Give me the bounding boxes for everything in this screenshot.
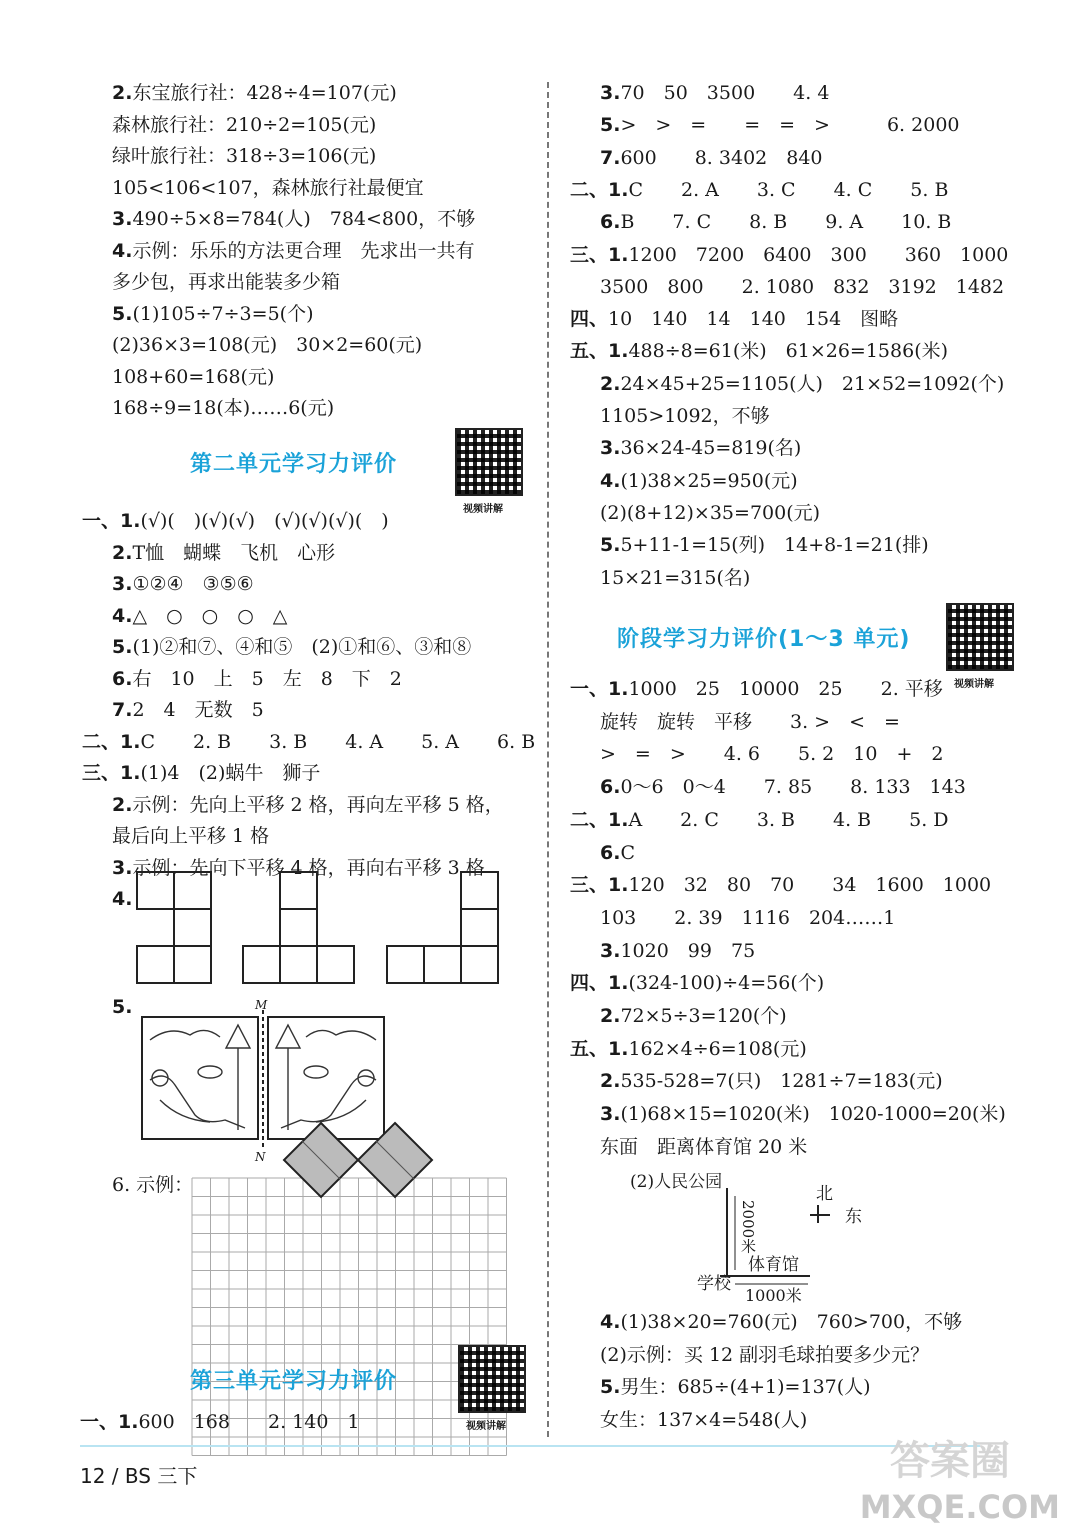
mirror-n-label: N (255, 1150, 266, 1164)
answer-number: 一、1. (570, 678, 629, 700)
answer-line (600, 710, 900, 734)
answer-text: ①②④ ③⑤⑥ (132, 573, 254, 595)
answer-text: 右 10 上 5 左 8 下 2 (132, 667, 402, 690)
answer-text: △ ○ ○ ○ △ (132, 604, 288, 627)
answer-text: 0～6 0～4 7. 85 8. 133 143 (620, 776, 966, 799)
answer-number: 5. (600, 534, 621, 557)
answer-line (600, 1408, 807, 1432)
answer-text: 女生：137×4=548(人) (600, 1409, 808, 1432)
answer-line (600, 841, 635, 865)
answer-number: 4. (600, 1311, 621, 1333)
answer-text: 490÷5×8=784(人) 784<800，不够 (132, 208, 476, 230)
answer-line (600, 1375, 871, 1399)
answer-line (600, 566, 750, 590)
qr-caption: 视频讲解 (954, 679, 994, 690)
answer-line (600, 210, 951, 234)
map-vertical-distance: 2000米 (739, 1200, 757, 1254)
answer-text: 1200 7200 6400 300 360 1000 (628, 243, 1009, 266)
answer-number: 2. (600, 1070, 621, 1093)
qr-caption: 视频讲解 (463, 504, 503, 515)
answer-text: (1)②和⑦、④和⑤ (2)①和⑥、③和⑧ (132, 636, 472, 658)
answer-line (600, 1069, 943, 1093)
answer-line (570, 307, 898, 331)
answer-number: 6. (600, 211, 621, 234)
answer-line (570, 971, 824, 995)
column-divider (547, 82, 549, 1437)
answer-line (600, 775, 966, 799)
answer-text: 示例：先向下平移 4 格，再向右平移 3 格 (132, 856, 485, 879)
answer-text: 72×5÷3=120(个) (620, 1005, 787, 1027)
answer-line (600, 146, 823, 170)
answer-line (600, 81, 829, 105)
answer-line (600, 404, 770, 428)
answer-line (570, 1037, 807, 1061)
qr-caption: 视频讲解 (466, 1421, 506, 1432)
answer-number: 一、1. (82, 510, 141, 532)
answer-text: 535-528=7(只) 1281÷7=183(元) (620, 1070, 943, 1093)
answer-number: 7. (112, 699, 133, 721)
answer-line (570, 677, 943, 701)
answer-text: T恤 蝴蝶 飞机 心形 (132, 541, 336, 564)
answer-number: 2. (600, 372, 621, 395)
answer-line (600, 906, 895, 930)
answer-number: 2. (112, 793, 133, 816)
answer-line (600, 275, 1004, 299)
answer-text: B 7. C 8. B 9. A 10. B (620, 211, 952, 234)
answer-number: 4. (600, 469, 621, 492)
answer-line (600, 469, 798, 493)
answer-number: 四、 (570, 308, 609, 331)
answer-text: 1000 25 10000 25 2. 平移 (628, 678, 943, 700)
answer-number: 3. (112, 208, 133, 230)
answer-number: 四、1. (570, 972, 629, 995)
answer-number: 3. (600, 437, 621, 460)
answer-text: C 2. A 3. C 4. C 5. B (628, 178, 949, 201)
answer-text: (1)4 (2)蜗牛 狮子 (140, 762, 321, 784)
answer-text: > > = = = > 6. 2000 (620, 114, 960, 137)
answer-text: 旋转 旋转 平移 3. > < = (600, 710, 900, 733)
qr-code-icon (458, 1345, 526, 1413)
answer-text: 绿叶旅行社：318÷3=106(元) (112, 145, 377, 167)
answer-text: (√)( )(√)(√) (√)(√)(√)( ) (140, 510, 389, 532)
answer-text: 24×45+25=1105(人) 21×52=1092(个) (620, 372, 1005, 395)
answer-text: (1)105÷7÷3=5(个) (132, 302, 314, 325)
answer-number: 三、1. (570, 243, 629, 266)
answer-number: 二、1. (82, 730, 141, 753)
answer-number: 4. (112, 239, 133, 262)
footer-rule (80, 1445, 980, 1447)
answer-text: (1)68×15=1020(米) 1020-1000=20(米) (620, 1103, 1006, 1126)
answer-number: 五、1. (570, 1037, 629, 1060)
answer-line (600, 1343, 929, 1367)
answer-number: 7. (600, 146, 621, 169)
answer-text: 多少包，再求出能装多少箱 (112, 271, 341, 293)
shape-3 (387, 872, 498, 983)
answer-number: 3. (600, 939, 621, 962)
answer-text: 108+60=168(元) (112, 365, 275, 388)
answer-text: 示例：先向上平移 2 格，再向左平移 5 格， (132, 793, 504, 816)
answer-line (600, 533, 929, 557)
answer-number: 4. (112, 888, 133, 910)
answer-text: 70 50 3500 4. 4 (620, 82, 830, 104)
map-horizontal-distance: 1000米 (745, 1286, 802, 1305)
map-east: 东 (845, 1207, 862, 1227)
answer-text: 120 32 80 70 34 1600 1000 (628, 874, 992, 897)
answer-number: 3. (112, 573, 133, 595)
answer-text: A 2. C 3. B 4. B 5. D (628, 808, 949, 831)
answer-text: 东面 距离体育馆 20 米 (600, 1135, 808, 1158)
answer-text: 103 2. 39 1116 204……1 (600, 906, 896, 929)
answer-number: 三、1. (570, 874, 629, 897)
answer-number: 3. (600, 82, 621, 104)
answer-text: 36×24-45=819(名) (620, 437, 802, 460)
answer-text: 森林旅行社：210÷2=105(元) (112, 113, 377, 136)
answer-line (600, 1102, 1006, 1126)
answer-line (600, 939, 755, 963)
unit3-answer-line: 一、1.600 168 2. 140 1 (80, 1411, 360, 1433)
answer-text: > = > 4. 6 5. 2 10 + 2 (600, 743, 944, 766)
answer-number: 6. (600, 841, 621, 864)
answer-number: 二、1. (570, 808, 629, 831)
answer-text: 最后向上平移 1 格 (112, 825, 270, 847)
map-school: 学校 (697, 1274, 731, 1294)
watermark: MXQE.COM (859, 1488, 1060, 1526)
answer-text: (2)36×3=108(元) 30×2=60(元) (112, 334, 423, 356)
answer-number: 五、1. (570, 340, 629, 363)
answer-text: 10 140 14 140 154 图略 (608, 308, 899, 331)
map-question-label: (2)人民公园 (630, 1172, 723, 1192)
answer-line (600, 501, 820, 525)
answer-line (570, 873, 991, 897)
answer-line (570, 808, 949, 832)
answer-text: 东宝旅行社：428÷4=107(元) (132, 82, 397, 104)
q5-label: 5. (112, 996, 133, 1018)
answer-text: 1105>1092，不够 (600, 405, 770, 427)
answer-text: (2)示例：买 12 副羽毛球拍要多少元？ (600, 1343, 930, 1366)
answer-text: (1)38×25=950(元) (620, 469, 798, 492)
answer-text: C 2. B 3. B 4. A 5. A 6. B (140, 730, 536, 753)
shape-2 (243, 872, 354, 983)
q6-label: 6. 示例： (112, 1174, 194, 1196)
answer-text: 5+11-1=15(列) 14+8-1=21(排) (620, 534, 929, 557)
stage-title: 阶段学习力评价(1～3 单元) (617, 627, 911, 652)
shape-1 (137, 872, 211, 983)
answer-number: 三、1. (82, 762, 141, 784)
answer-text: (1)38×20=760(元) 760>700，不够 (620, 1311, 963, 1333)
answer-text: (2)(8+12)×35=700(元) (600, 501, 821, 524)
unit3-title: 第三单元学习力评价 (190, 1369, 398, 1394)
map-gym: 体育馆 (748, 1255, 799, 1275)
answer-text: 15×21=315(名) (600, 566, 751, 589)
answer-line (570, 339, 948, 363)
answer-number: 6. (112, 667, 133, 690)
answer-text: 162×4÷6=108(元) (628, 1037, 807, 1060)
watermark-top: 答案圈 (890, 1438, 1010, 1484)
answer-number: 3. (600, 1103, 621, 1126)
answer-number: 2. (600, 1005, 621, 1027)
q5-mirror-picture (142, 1010, 384, 1148)
answer-text: 105<106<107，森林旅行社最便宜 (112, 176, 424, 199)
answer-line (570, 178, 948, 202)
answer-text: 男生：685÷(4+1)=137(人) (620, 1376, 871, 1399)
answer-text: 示例：乐乐的方法更合理 先求出一共有 (132, 239, 475, 262)
map-north: 北 (816, 1184, 833, 1204)
answer-text: (324-100)÷4=56(个) (628, 972, 825, 995)
answer-text: 600 8. 3402 840 (620, 146, 823, 169)
answer-number: 2. (112, 541, 133, 564)
answer-line (600, 113, 960, 137)
answer-number: 5. (600, 114, 621, 137)
page-footer: 12 / BS 三下 (80, 1464, 198, 1488)
answer-text: C (620, 841, 635, 864)
answer-text: 1020 99 75 (620, 939, 756, 962)
answer-number: 5. (600, 1376, 621, 1399)
answer-line (600, 372, 1004, 396)
answer-line (570, 243, 1008, 267)
unit2-title: 第二单元学习力评价 (190, 452, 398, 477)
answer-line (600, 436, 801, 460)
answer-number: 二、1. (570, 178, 629, 201)
answer-text: 488÷8=61(米) 61×26=1586(米) (628, 340, 949, 363)
answer-number: 5. (112, 636, 133, 658)
qr-code-icon (946, 603, 1014, 671)
answer-text: 2 4 无数 5 (132, 699, 264, 721)
answer-line (600, 1310, 962, 1334)
answer-number: 3. (112, 856, 133, 879)
answer-number: 5. (112, 302, 133, 325)
answer-number: 4. (112, 604, 133, 627)
mirror-m-label: M (255, 998, 268, 1012)
answer-text: 3500 800 2. 1080 832 3192 1482 (600, 275, 1005, 298)
answer-line (600, 1135, 807, 1159)
answer-text: 168÷9=18(本)……6(元) (112, 397, 335, 419)
answer-number: 2. (112, 82, 133, 104)
answer-number: 6. (600, 776, 621, 799)
answer-line (600, 742, 943, 766)
answer-line (600, 1004, 787, 1028)
